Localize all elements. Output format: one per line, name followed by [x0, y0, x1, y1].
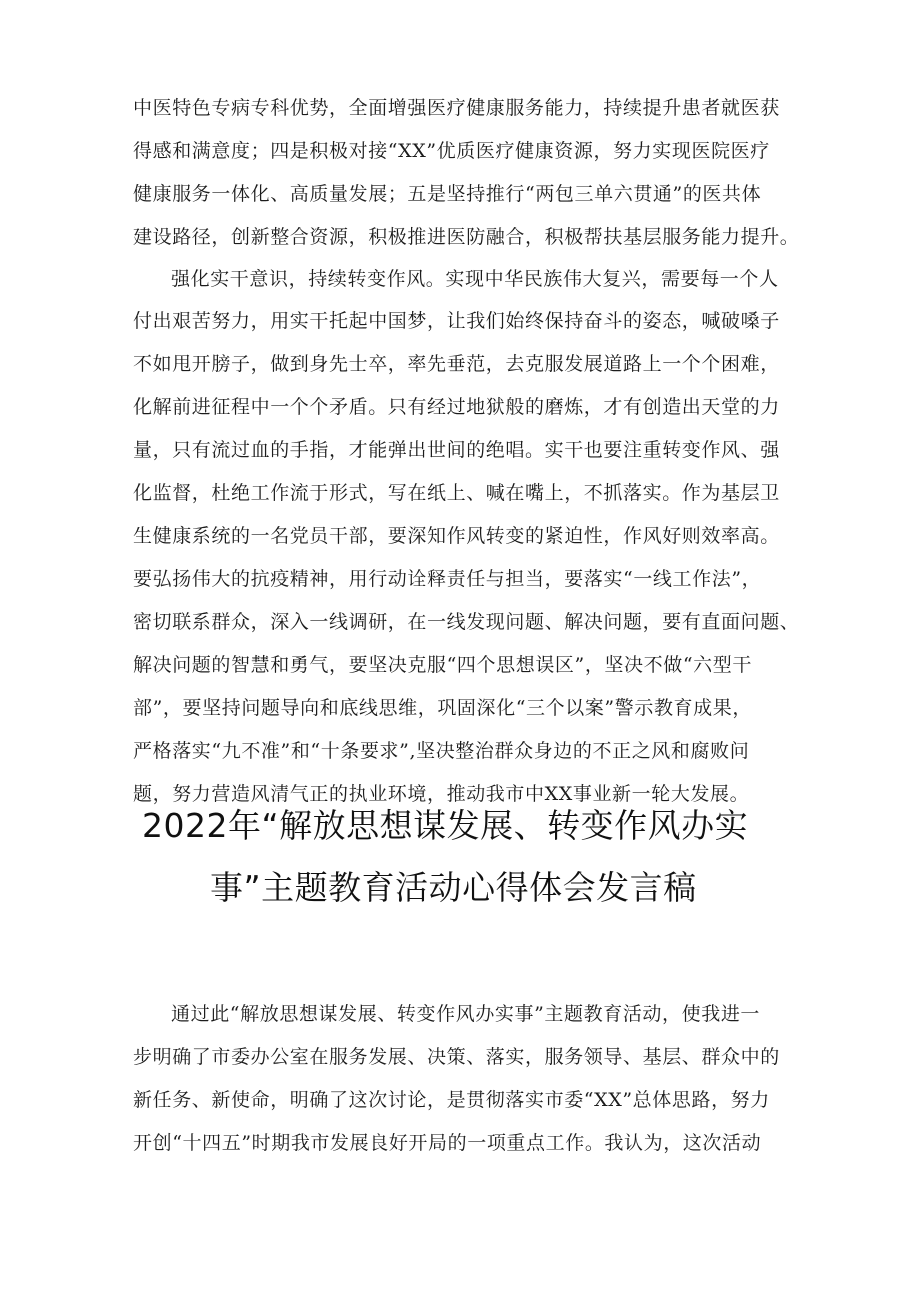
text-line: 化监督，杜绝工作流于形式，写在纸上、喊在嘴上，不抓落实。作为基层卫 [133, 482, 780, 504]
text-line: 步明确了市委办公室在服务发展、决策、落实，服务领导、基层、群众中的 [133, 1046, 780, 1068]
text-line: 密切联系群众，深入一线调研，在一线发现问题、解决问题，要有直面问题、 [133, 611, 800, 633]
text-line: 开创“十四五”时期我市发展良好开局的一项重点工作。我认为，这次活动 [133, 1132, 762, 1154]
text-line: 通过此“解放思想谋发展、转变作风办实事”主题教育活动，使我进一 [171, 1003, 761, 1025]
text-line: 要弘扬伟大的抗疫精神，用行动诠释责任与担当，要落实“一线工作法”， [133, 568, 762, 590]
text-line: 量，只有流过血的手指，才能弹出世间的绝唱。实干也要注重转变作风、强 [133, 439, 780, 461]
text-line: 付出艰苦努力，用实干托起中国梦，让我们始终保持奋斗的姿态，喊破嗓子 [133, 310, 780, 332]
title-line-1: 2022年“解放思想谋发展、转变作风办实 [142, 806, 749, 845]
text-line: 得感和满意度；四是积极对接“XX”优质医疗健康资源，努力实现医院医疗 [133, 140, 770, 162]
text-line: 化解前进征程中一个个矛盾。只有经过地狱般的磨炼，才有创造出天堂的力 [133, 396, 780, 418]
text-line: 解决问题的智慧和勇气，要坚决克服“四个思想误区”，坚决不做“六型干 [133, 654, 752, 676]
text-line: 部”，要坚持问题导向和底线思维，巩固深化“三个以案”警示教育成果， [133, 697, 752, 719]
text-line: 不如甩开膀子，做到身先士卒，率先垂范，去克服发展道路上一个个困难， [133, 353, 780, 375]
text-line: 中医特色专病专科优势，全面增强医疗健康服务能力，持续提升患者就医获 [133, 97, 780, 119]
text-line: 新任务、新使命，明确了这次讨论，是贯彻落实市委“XX”总体思路，努力 [133, 1089, 770, 1111]
text-line: 强化实干意识，持续转变作风。实现中华民族伟大复兴，需要每一个人 [171, 268, 779, 290]
text-line: 题，努力营造风清气正的执业环境，推动我市中XX事业新一轮大发展。 [133, 783, 750, 805]
text-line: 建设路径，创新整合资源，积极推进医防融合，积极帮扶基层服务能力提升。 [133, 226, 800, 248]
title-line-2: 事”主题教育活动心得体会发言稿 [210, 868, 697, 907]
text-line: 健康服务一体化、高质量发展；五是坚持推行“两包三单六贯通”的医共体 [133, 183, 762, 205]
text-line: 生健康系统的一名党员干部，要深知作风转变的紧迫性，作风好则效率高。 [133, 525, 780, 547]
text-line: 严格落实“九不准”和“十条要求”,坚决整治群众身边的不正之风和腐败问 [133, 740, 750, 762]
